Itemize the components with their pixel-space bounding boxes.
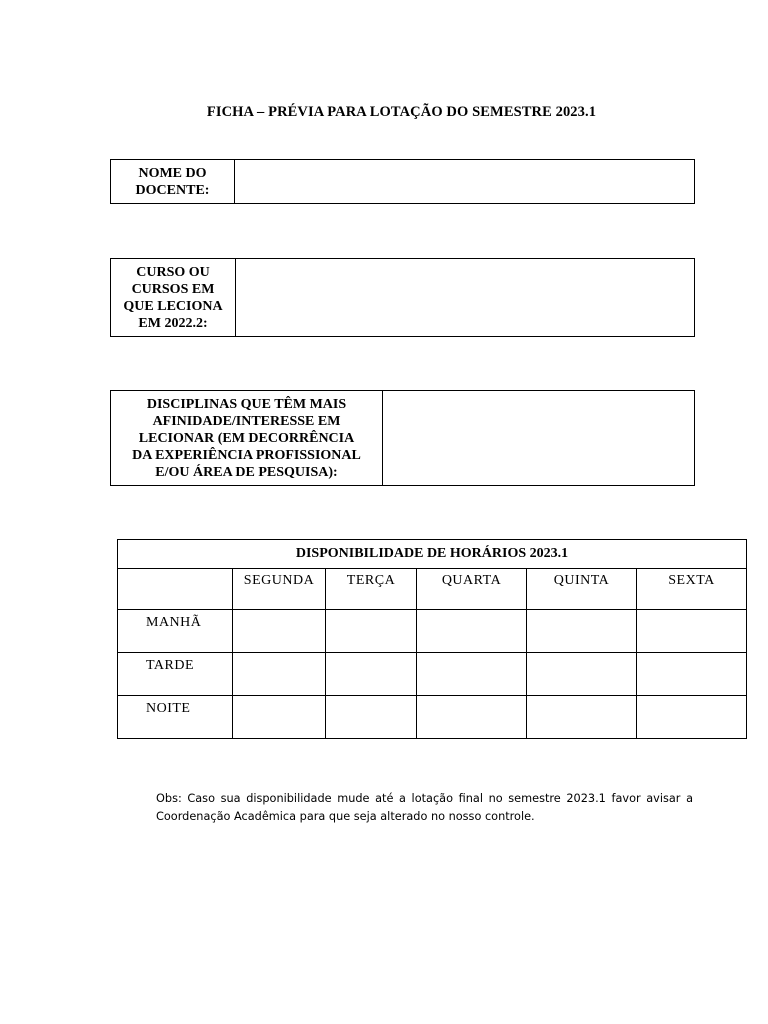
teacher-name-field[interactable] xyxy=(235,160,694,203)
availability-cell[interactable] xyxy=(637,610,747,653)
table-row xyxy=(118,696,747,739)
availability-cell[interactable] xyxy=(417,610,527,653)
day-header: SEGUNDA xyxy=(233,569,326,610)
day-header: SEXTA xyxy=(637,569,747,610)
availability-cell[interactable] xyxy=(527,610,637,653)
table-row xyxy=(118,610,747,653)
observation-note: Obs: Caso sua disponibilidade mude até a lotação final no semestre 2023.1 favor avisar a Coordenação Acadêmica para que seja alterado no nosso controle. xyxy=(156,792,693,823)
availability-cell[interactable] xyxy=(233,653,326,696)
availability-cell[interactable] xyxy=(326,653,417,696)
availability-cell[interactable] xyxy=(326,696,417,739)
availability-table xyxy=(117,539,747,739)
day-header: QUARTA xyxy=(417,569,527,610)
period-label: MANHÃ xyxy=(118,610,233,653)
availability-cell[interactable] xyxy=(326,610,417,653)
availability-cell[interactable] xyxy=(527,696,637,739)
disciplines-label: DISCIPLINAS QUE TÊM MAIS AFINIDADE/INTERESSE EM LECIONAR (EM DECORRÊNCIA DA EXPERIÊNCIA PROFISSIONAL E/OU ÁREA DE PESQUISA): xyxy=(111,391,383,485)
corner-cell xyxy=(118,569,233,610)
teacher-name-box xyxy=(110,159,695,204)
day-header: TERÇA xyxy=(326,569,417,610)
period-label: TARDE xyxy=(118,653,233,696)
table-row xyxy=(118,653,747,696)
teacher-name-label: NOME DO DOCENTE: xyxy=(111,160,235,203)
availability-cell[interactable] xyxy=(233,610,326,653)
page-title: FICHA – PRÉVIA PARA LOTAÇÃO DO SEMESTRE 2023.1 xyxy=(206,104,597,120)
availability-cell[interactable] xyxy=(527,653,637,696)
courses-label: CURSO OU CURSOS EM QUE LECIONA EM 2022.2: xyxy=(111,259,236,336)
availability-cell[interactable] xyxy=(637,696,747,739)
courses-field[interactable] xyxy=(236,259,694,336)
period-label: NOITE xyxy=(118,696,233,739)
availability-cell[interactable] xyxy=(417,696,527,739)
disciplines-field[interactable] xyxy=(383,391,694,485)
courses-box xyxy=(110,258,695,337)
availability-cell[interactable] xyxy=(637,653,747,696)
day-header: QUINTA xyxy=(527,569,637,610)
disciplines-box xyxy=(110,390,695,486)
availability-table-title: DISPONIBILIDADE DE HORÁRIOS 2023.1 xyxy=(118,540,747,569)
availability-cell[interactable] xyxy=(233,696,326,739)
availability-cell[interactable] xyxy=(417,653,527,696)
